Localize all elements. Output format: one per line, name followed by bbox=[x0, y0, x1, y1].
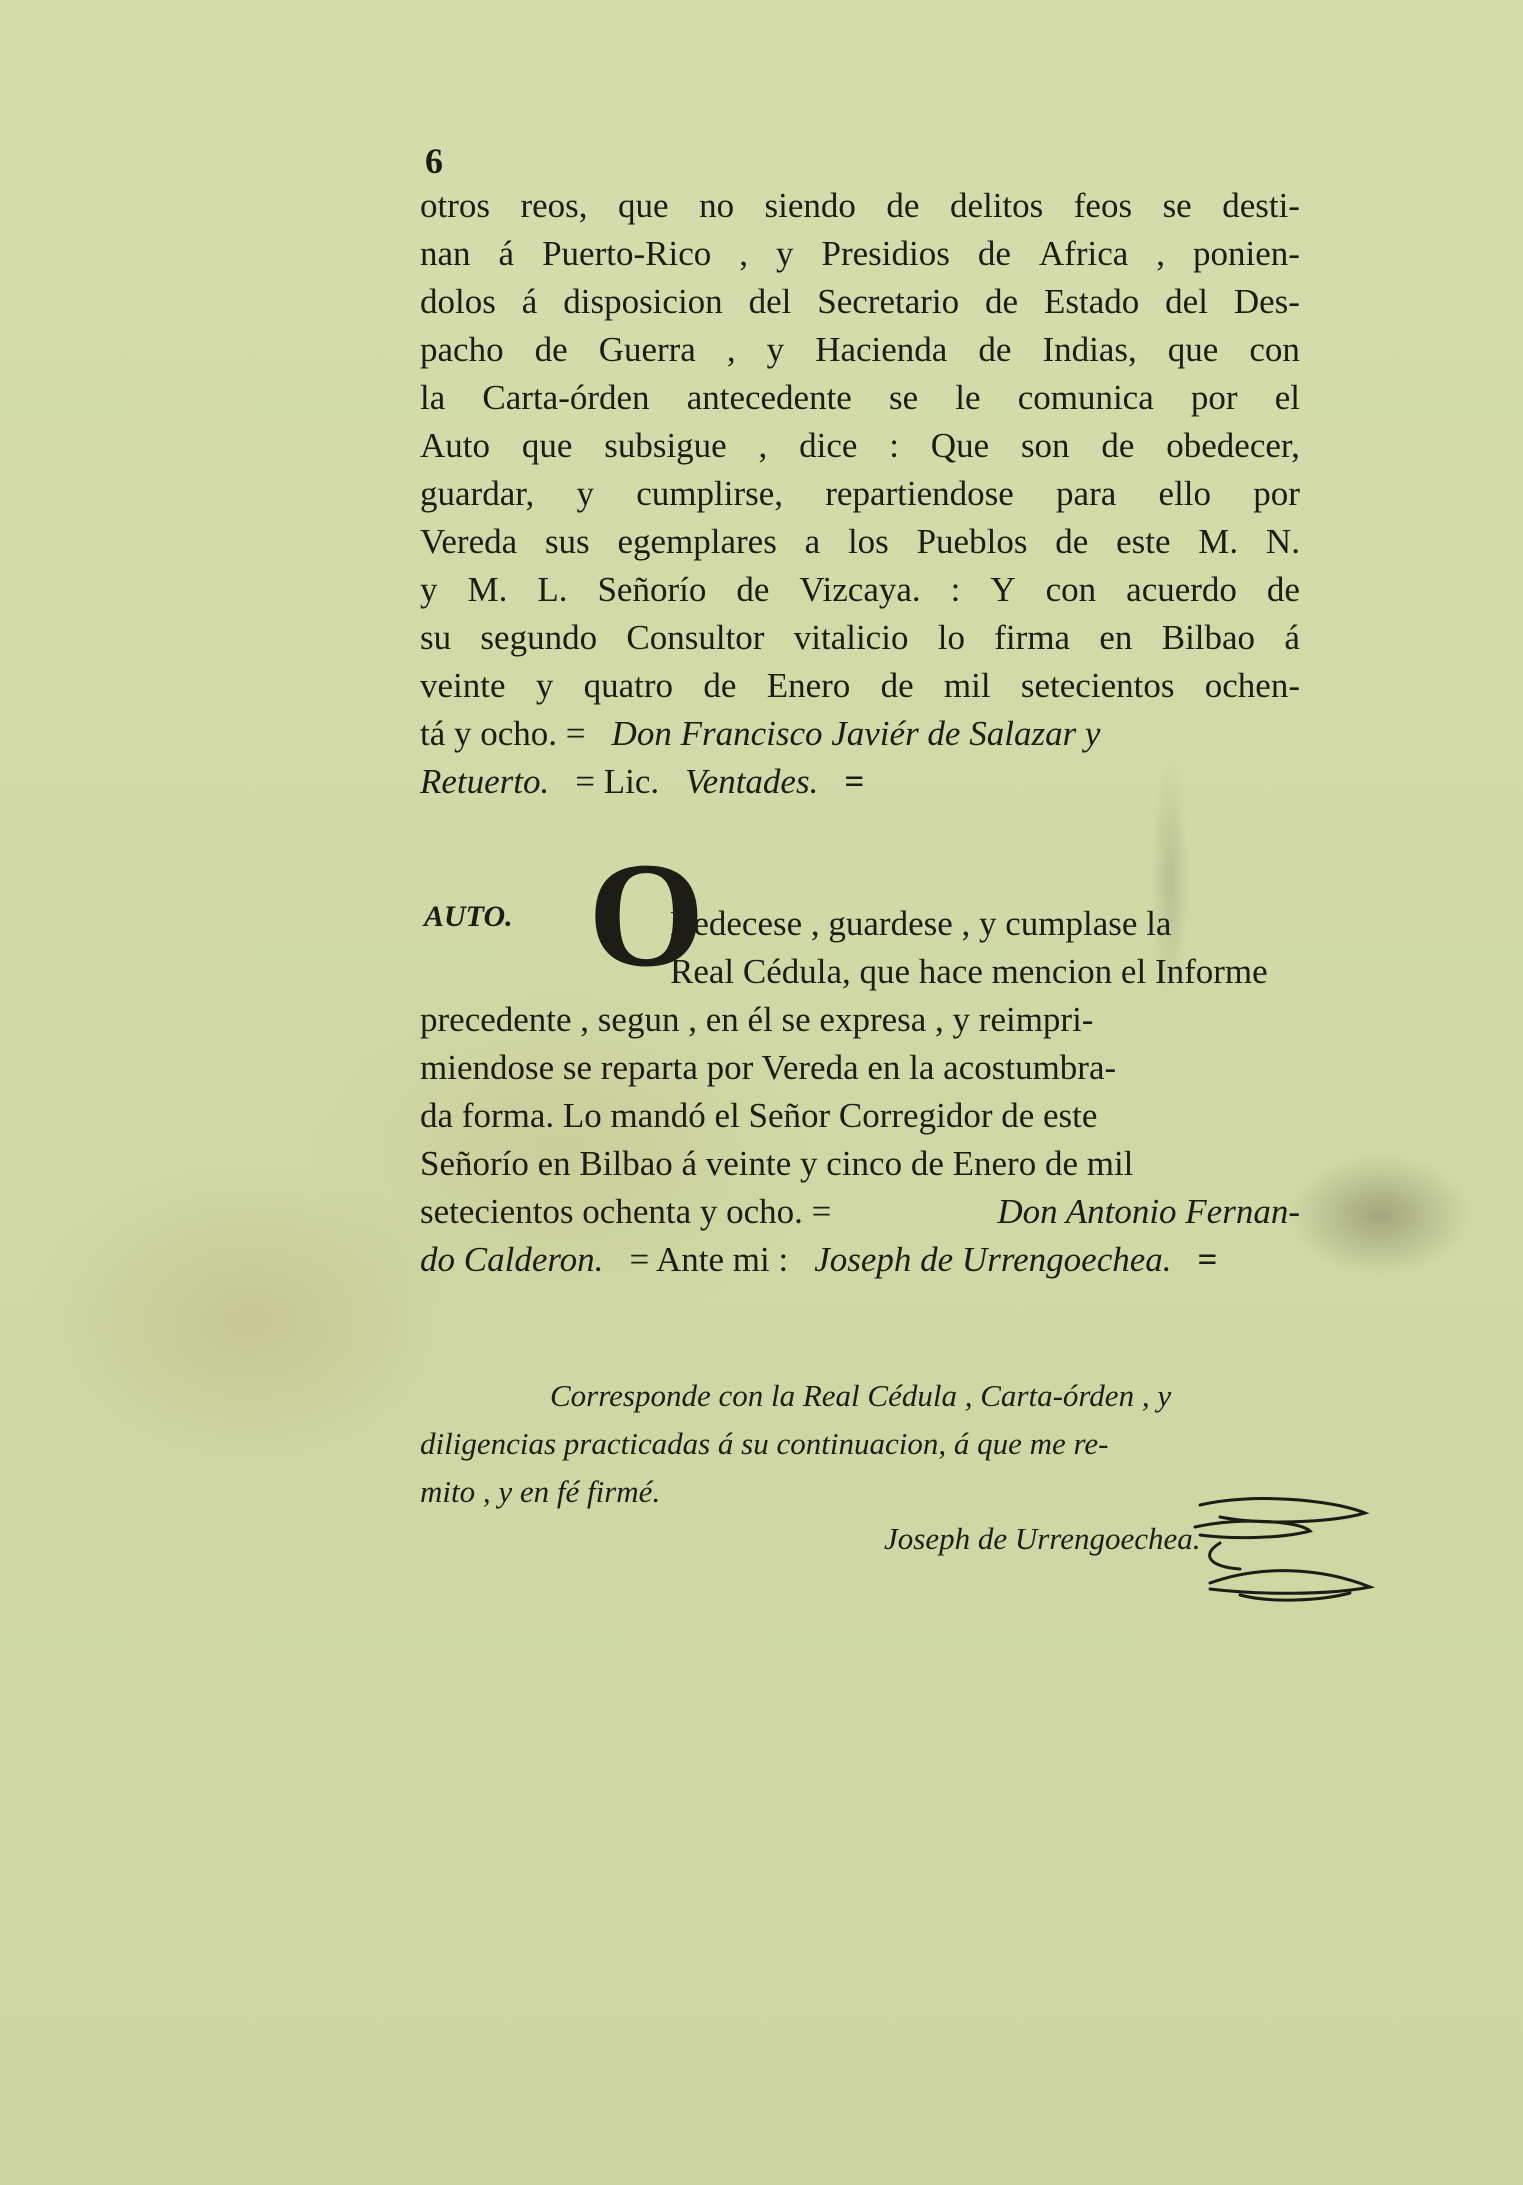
line-text: = bbox=[844, 762, 866, 801]
word: Que bbox=[930, 426, 990, 465]
word: feos bbox=[1073, 186, 1133, 225]
word: Estado bbox=[1043, 282, 1140, 321]
text-line bbox=[420, 710, 1300, 758]
word: : bbox=[889, 426, 899, 465]
word: dice bbox=[799, 426, 858, 465]
signature-name: Joseph de Urrengoechea. bbox=[884, 1521, 1201, 1556]
text-line bbox=[420, 1236, 1300, 1284]
text-line bbox=[420, 758, 1300, 806]
text-line bbox=[420, 182, 1300, 230]
word: quatro bbox=[583, 666, 674, 705]
word: se bbox=[888, 378, 919, 417]
word: de bbox=[977, 234, 1011, 273]
word: para bbox=[1056, 474, 1117, 513]
word: M. bbox=[1198, 522, 1239, 561]
certification-paragraph bbox=[420, 1372, 1300, 1516]
word: con bbox=[1045, 570, 1097, 609]
text-line bbox=[420, 1188, 1300, 1236]
auto-label: AUTO. bbox=[424, 900, 513, 933]
word: Vizcaya. bbox=[799, 570, 921, 609]
word: por bbox=[1253, 474, 1300, 513]
word: ello bbox=[1158, 474, 1212, 513]
word: de bbox=[880, 666, 914, 705]
word: y bbox=[420, 570, 438, 609]
text-line bbox=[420, 614, 1300, 662]
word: Des- bbox=[1233, 282, 1300, 321]
word: : bbox=[950, 570, 961, 609]
word: L. bbox=[537, 570, 568, 609]
word: subsigue bbox=[604, 426, 727, 465]
word: acuerdo bbox=[1126, 570, 1237, 609]
text-line bbox=[420, 374, 1300, 422]
word: la bbox=[420, 378, 446, 417]
word: , bbox=[726, 330, 736, 369]
word: de bbox=[703, 666, 737, 705]
word: de bbox=[736, 570, 770, 609]
text-line bbox=[420, 1140, 1300, 1188]
signatory-name: Ventades. bbox=[685, 762, 819, 801]
word: disposicion bbox=[563, 282, 723, 321]
word: Carta-órden bbox=[482, 378, 650, 417]
text-line bbox=[420, 900, 1300, 948]
line-text: Real Cédula, que hace mencion el Informe bbox=[670, 952, 1268, 991]
word: de bbox=[886, 186, 920, 225]
word: ponien- bbox=[1193, 234, 1300, 273]
word: de bbox=[985, 282, 1019, 321]
line-text: da forma. Lo mandó el Señor Corregidor de este bbox=[420, 1096, 1098, 1135]
text-line bbox=[420, 1092, 1300, 1140]
word: de bbox=[1266, 570, 1300, 609]
word: , bbox=[1156, 234, 1166, 273]
word: lo bbox=[937, 618, 965, 657]
text-line bbox=[420, 230, 1300, 278]
text-line bbox=[420, 1420, 1300, 1468]
word: en bbox=[1099, 618, 1133, 657]
word: á bbox=[1284, 618, 1300, 657]
word: sus bbox=[544, 522, 590, 561]
word: Africa bbox=[1038, 234, 1129, 273]
word: mil bbox=[943, 666, 991, 705]
word: los bbox=[847, 522, 889, 561]
word: Vereda bbox=[420, 522, 518, 561]
word: desti- bbox=[1222, 186, 1300, 225]
word: se bbox=[1162, 186, 1192, 225]
line-text: mito , y en fé firmé. bbox=[420, 1474, 661, 1509]
word: a bbox=[804, 522, 821, 561]
paragraph-auto bbox=[420, 900, 1300, 1284]
word: Enero bbox=[766, 666, 851, 705]
word: cumplirse, bbox=[636, 474, 784, 513]
text-line bbox=[420, 1372, 1300, 1420]
word: dolos bbox=[420, 282, 496, 321]
word: Bilbao bbox=[1161, 618, 1256, 657]
signature-flourish-icon bbox=[1180, 1495, 1380, 1615]
word: y bbox=[576, 474, 594, 513]
word: repartiendose bbox=[825, 474, 1014, 513]
text-line bbox=[420, 1468, 1300, 1516]
word: siendo bbox=[764, 186, 856, 225]
line-text: tá y ocho. = bbox=[420, 714, 586, 753]
line-text: miendose se reparta por Vereda en la acostumbra- bbox=[420, 1048, 1117, 1087]
text-line bbox=[420, 518, 1300, 566]
text-line bbox=[420, 470, 1300, 518]
signatory-name: Don Antonio Fernan- bbox=[997, 1192, 1300, 1231]
word: Secretario bbox=[817, 282, 960, 321]
word: del bbox=[748, 282, 792, 321]
line-text: = bbox=[1197, 1240, 1219, 1279]
word: pacho bbox=[420, 330, 504, 369]
word: el bbox=[1274, 378, 1300, 417]
line-text: = Lic. bbox=[575, 762, 660, 801]
line-text: Señorío en Bilbao á veinte y cinco de Enero de mil bbox=[420, 1144, 1134, 1183]
word: con bbox=[1249, 330, 1300, 369]
word: M. bbox=[467, 570, 508, 609]
word: su bbox=[420, 618, 452, 657]
word: segundo bbox=[480, 618, 598, 657]
notary-name: Joseph de Urrengoechea. bbox=[814, 1240, 1172, 1279]
word: del bbox=[1165, 282, 1208, 321]
word: veinte bbox=[420, 666, 506, 705]
word: egemplares bbox=[617, 522, 777, 561]
signatory-name: Don Francisco Javiér de Salazar y bbox=[611, 714, 1101, 753]
line-text: precedente , segun , en él se expresa , y reimpri- bbox=[420, 1000, 1094, 1039]
word: Y bbox=[990, 570, 1016, 609]
word: no bbox=[699, 186, 735, 225]
text-line bbox=[420, 566, 1300, 614]
line-text: diligencias practicadas á su continuacion, á que me re- bbox=[420, 1426, 1109, 1461]
word: á bbox=[498, 234, 515, 273]
text-line bbox=[420, 996, 1300, 1044]
word: que bbox=[1167, 330, 1219, 369]
word: de bbox=[1101, 426, 1135, 465]
word: de bbox=[534, 330, 568, 369]
word: , bbox=[758, 426, 768, 465]
word: Pueblos bbox=[916, 522, 1028, 561]
word: nan bbox=[420, 234, 471, 273]
word: Auto bbox=[420, 426, 490, 465]
word: , bbox=[739, 234, 748, 273]
word: setecientos bbox=[1020, 666, 1175, 705]
page-number: 6 bbox=[425, 141, 443, 181]
word: antecedente bbox=[686, 378, 852, 417]
text-line bbox=[420, 326, 1300, 374]
text-line bbox=[420, 662, 1300, 710]
word: ochen- bbox=[1204, 666, 1300, 705]
word: son bbox=[1020, 426, 1070, 465]
word: delitos bbox=[949, 186, 1044, 225]
text-line bbox=[420, 1044, 1300, 1092]
signatory-surname: Retuerto. bbox=[420, 762, 550, 801]
word: comunica bbox=[1017, 378, 1154, 417]
text-line bbox=[420, 278, 1300, 326]
word: Puerto-Rico bbox=[542, 234, 712, 273]
text-line bbox=[420, 948, 1300, 996]
word: Guerra bbox=[598, 330, 696, 369]
word: que bbox=[521, 426, 573, 465]
word: Indias, bbox=[1042, 330, 1137, 369]
word: á bbox=[521, 282, 538, 321]
word: este bbox=[1116, 522, 1171, 561]
line-text: Corresponde con la Real Cédula , Carta-órden , y bbox=[550, 1378, 1172, 1413]
word: que bbox=[618, 186, 669, 225]
word: firma bbox=[994, 618, 1071, 657]
signatory-name: do Calderon. bbox=[420, 1240, 604, 1279]
word: guardar, bbox=[420, 474, 535, 513]
word: Presidios bbox=[821, 234, 950, 273]
word: y bbox=[775, 234, 794, 273]
drop-cap: O bbox=[588, 832, 705, 998]
word: por bbox=[1190, 378, 1238, 417]
word: Señorío bbox=[597, 570, 707, 609]
word: Hacienda bbox=[815, 330, 948, 369]
word: de bbox=[1055, 522, 1089, 561]
line-text: Bedecese , guardese , y cumplase la bbox=[670, 904, 1172, 943]
word: Consultor bbox=[626, 618, 765, 657]
paragraph-1 bbox=[420, 182, 1300, 806]
line-text: = Ante mi : bbox=[629, 1240, 789, 1279]
word: reos, bbox=[520, 186, 588, 225]
word: N. bbox=[1265, 522, 1300, 561]
text-line bbox=[420, 422, 1300, 470]
word: vitalicio bbox=[793, 618, 909, 657]
word: obedecer, bbox=[1166, 426, 1300, 465]
word: le bbox=[955, 378, 981, 417]
word: de bbox=[978, 330, 1012, 369]
line-text: setecientos ochenta y ocho. = bbox=[420, 1192, 832, 1231]
word: otros bbox=[420, 186, 490, 225]
word: y bbox=[766, 330, 785, 369]
word: y bbox=[535, 666, 554, 705]
